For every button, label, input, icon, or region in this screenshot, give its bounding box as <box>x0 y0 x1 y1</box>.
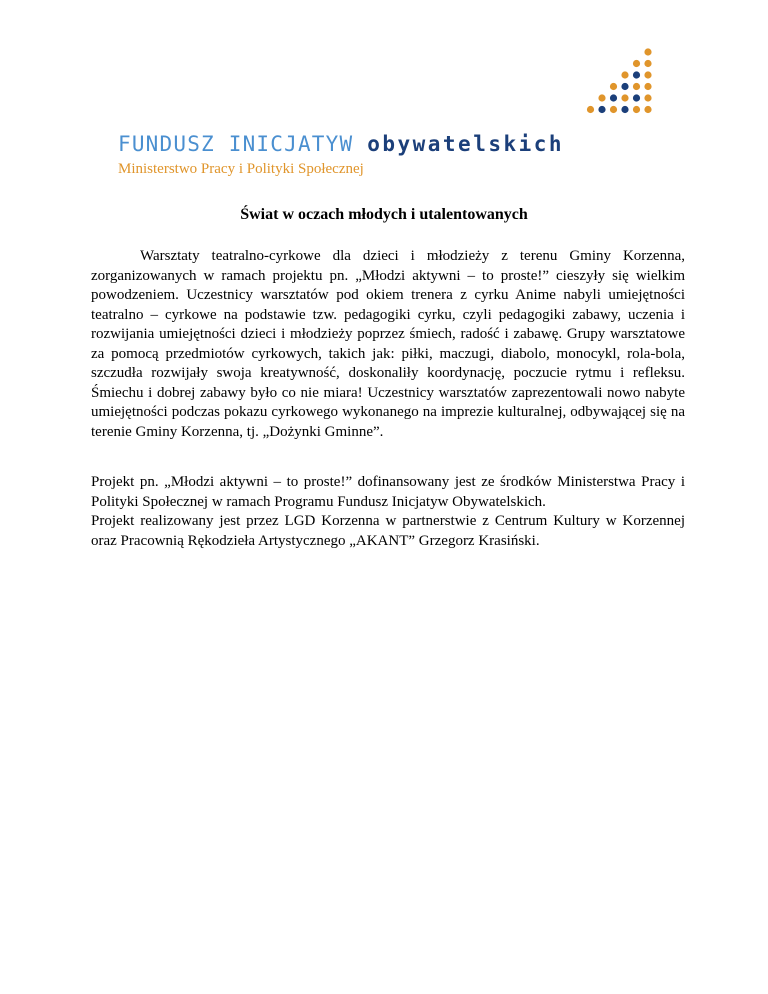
paragraph-3: Projekt realizowany jest przez LGD Korzenna w partnerstwie z Centrum Kultury w Korzennej oraz Pracownią Rękodzieła Artystycznego „AKANT” Grzegorz Krasiński. <box>91 513 685 549</box>
logo-dot <box>587 106 594 113</box>
logo-dot <box>621 71 628 78</box>
logo-subtitle: Ministerstwo Pracy i Polityki Społecznej <box>118 161 364 177</box>
logo-dot <box>633 106 640 113</box>
logo-dot <box>633 94 640 101</box>
logo-dot <box>644 60 651 67</box>
logo-dot <box>610 94 617 101</box>
logo-dot <box>621 83 628 90</box>
logo-dot <box>633 83 640 90</box>
logo-dot <box>598 94 605 101</box>
logo-wordmark-part1: FUNDUSZ INICJATYW <box>118 132 354 156</box>
logo-dot <box>644 106 651 113</box>
logo-dot <box>644 94 651 101</box>
logo-dot <box>644 71 651 78</box>
paragraph-2: Projekt pn. „Młodzi aktywni – to proste!” dofinansowany jest ze środków Ministerstwa Pracy i Polityki Społecznej w ramach Programu Fundusz Inicjatyw Obywatelskich. <box>91 474 685 510</box>
paragraph-1: Warsztaty teatralno-cyrkowe dla dzieci i młodzieży z terenu Gminy Korzenna, zorganizowanych w ramach projektu pn. „Młodzi aktywni – to proste!” cieszyły się wielkim powodzeniem. Uczestnicy warsztatów pod okiem trenera z cyrku Anime nabyli umiejętności teatralno – cyrkowe na podstawie tzw. pedagogiki cyrku, czyli pedagogiki zabawy, uczenia i rozwijania umiejętności dzieci i młodzieży poprzez śmiech, radość i zabawę. Grupy warsztatowe za pomocą przedmiotów cyrkowych, takich jak: piłki, maczugi, diabolo, monocykl, rola-bola, szczudła rozwijały swoja kreatywność, doskonaliły koordynację, poczucie rytmu i refleksu. Śmiechu i dobrej zabawy było co nie miara! Uczestnicy warsztatów zaprezentowali nowo nabyte umiejętności podczas pokazu cyrkowego wykonanego na imprezie kulturalnej, odbywającej się na terenie Gminy Korzenna, tj. „Dożynki Gminne”. <box>91 248 685 440</box>
document-title: Świat w oczach młodych i utalentowanych <box>240 206 528 223</box>
logo-dot <box>610 83 617 90</box>
logo-wordmark <box>118 131 678 157</box>
logo-dot <box>633 71 640 78</box>
logo-dot <box>598 106 605 113</box>
logo-dot <box>621 106 628 113</box>
logo-dot <box>644 48 651 55</box>
logo-dot <box>644 83 651 90</box>
logo-wordmark-part2: obywatelskich <box>367 132 565 156</box>
logo-dots-graphic <box>586 46 654 118</box>
logo-dot <box>633 60 640 67</box>
logo-dot <box>610 106 617 113</box>
logo-dot <box>621 94 628 101</box>
